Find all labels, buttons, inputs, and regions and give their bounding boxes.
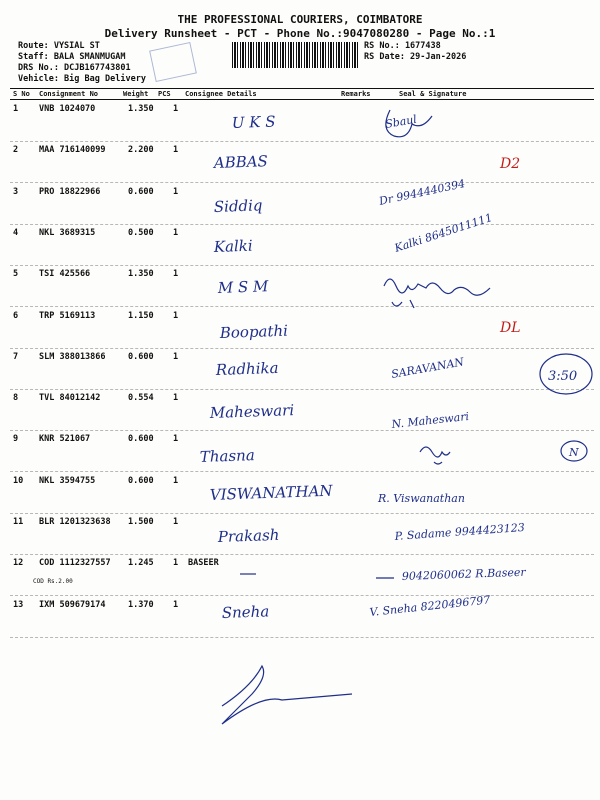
row-pcs: 1 bbox=[173, 145, 179, 156]
row-sno: 13 bbox=[13, 599, 24, 610]
time-annotation: 3:50 bbox=[548, 369, 578, 384]
row-pcs: 1 bbox=[173, 558, 179, 569]
handwritten-signature: SARAVANAN bbox=[390, 355, 465, 381]
row-pcs: 1 bbox=[173, 517, 179, 527]
handwritten-consignee: Kalki bbox=[213, 236, 253, 256]
handwritten-signature: P. Sadame 9944423123 bbox=[394, 520, 526, 543]
handwritten-signature: 9042060062 R.Baseer bbox=[401, 565, 526, 583]
row-weight: 1.150 bbox=[128, 310, 154, 321]
handwritten-consignee: Maheswari bbox=[209, 401, 295, 422]
row-consignee: BASEER bbox=[188, 558, 219, 569]
row-pcs: 1 bbox=[173, 599, 179, 610]
row-weight: 0.600 bbox=[128, 186, 154, 197]
row-pcs: 1 bbox=[173, 227, 179, 238]
row-pcs: 1 bbox=[173, 186, 179, 197]
col-remarks: Remarks bbox=[341, 90, 371, 98]
col-weight: Weight bbox=[123, 90, 149, 98]
row-sno: 4 bbox=[13, 227, 19, 238]
handwritten-consignee: U K S bbox=[231, 112, 276, 132]
row-sno: 9 bbox=[13, 434, 19, 445]
handwritten-consignee: Radhika bbox=[215, 358, 279, 379]
row-weight: 1.500 bbox=[128, 517, 154, 527]
rs-date: RS Date: 29-Jan-2026 bbox=[364, 52, 467, 62]
row-pcs: 1 bbox=[173, 434, 179, 445]
drs-label: DRS No.: DCJB167743801 bbox=[18, 63, 131, 73]
footer-signature bbox=[222, 666, 352, 724]
row-consignment-no: PRO 18822966 bbox=[39, 186, 101, 197]
row-consignment-no: TSI 425566 bbox=[39, 269, 91, 280]
row-pcs: 1 bbox=[173, 104, 179, 114]
handwritten-consignee: Boopathi bbox=[219, 321, 289, 342]
row-cod-amount: COD Rs.2.00 bbox=[33, 578, 73, 586]
handwritten-signature: Kalki 8645011111 bbox=[392, 210, 494, 255]
route-label: Route: VYSIAL ST bbox=[18, 41, 100, 51]
handwritten-consignee: Prakash bbox=[217, 525, 280, 546]
row-consignment-no: TVL 84012142 bbox=[39, 393, 101, 404]
row-sno: 2 bbox=[13, 145, 19, 156]
handwritten-consignee: Siddiq bbox=[213, 196, 263, 216]
row-weight: 2.200 bbox=[128, 145, 154, 156]
row-weight: 1.370 bbox=[128, 599, 154, 610]
col-seal-signature: Seal & Signature bbox=[399, 90, 467, 98]
circle-mark: N bbox=[569, 446, 579, 459]
row-sno: 10 bbox=[13, 475, 24, 486]
handwritten-consignee: ABBAS bbox=[213, 152, 269, 172]
row-pcs: 1 bbox=[173, 310, 179, 321]
runsheet-subtitle: Delivery Runsheet - PCT - Phone No.:9047080280 - Page No.:1 bbox=[104, 27, 496, 40]
row-consignment-no: NKL 3594755 bbox=[39, 475, 96, 486]
signature-scribble bbox=[420, 447, 450, 464]
company-title: THE PROFESSIONAL COURIERS, COIMBATORE bbox=[177, 13, 423, 26]
rs-number: RS No.: 1677438 bbox=[364, 41, 441, 51]
row-consignment-no: MAA 716140099 bbox=[39, 145, 106, 156]
row-sno: 7 bbox=[13, 351, 19, 362]
handwritten-consignee: Thasna bbox=[199, 446, 256, 466]
row-pcs: 1 bbox=[173, 475, 179, 486]
row-sno: 11 bbox=[13, 517, 24, 527]
row-pcs: 1 bbox=[173, 269, 179, 280]
col-consignee: Consignee Details bbox=[185, 90, 257, 98]
row-weight: 0.554 bbox=[128, 393, 154, 404]
row-consignment-no: SLM 388013866 bbox=[39, 351, 106, 362]
row-consignment-no: NKL 3689315 bbox=[39, 227, 96, 238]
row-weight: 0.600 bbox=[128, 475, 154, 486]
row-consignment-no: KNR 521067 bbox=[39, 434, 91, 445]
row-sno: 1 bbox=[13, 104, 19, 114]
handwritten-signature: Sbaul bbox=[384, 112, 418, 131]
col-sno: S No bbox=[13, 90, 30, 98]
row-weight: 1.245 bbox=[128, 558, 154, 569]
row-consignment-no: IXM 509679174 bbox=[39, 599, 106, 610]
vehicle-label: Vehicle: Big Bag Delivery bbox=[18, 74, 146, 84]
row-sno: 12 bbox=[13, 558, 24, 569]
row-weight: 1.350 bbox=[128, 104, 154, 114]
row-sno: 5 bbox=[13, 269, 19, 280]
row-pcs: 1 bbox=[173, 393, 179, 404]
handwritten-signature: Dr 9944440394 bbox=[377, 177, 467, 208]
row-consignment-no: COD 1112327557 bbox=[39, 558, 111, 569]
row-consignment-no: BLR 1201323638 bbox=[39, 517, 111, 527]
row-pcs: 1 bbox=[173, 351, 179, 362]
handwritten-consignee: M S M bbox=[217, 277, 269, 297]
row-weight: 0.500 bbox=[128, 227, 154, 238]
handwritten-signature: N. Maheswari bbox=[390, 409, 470, 431]
row-sno: 6 bbox=[13, 310, 19, 321]
red-delivery-mark: DL bbox=[500, 320, 521, 336]
handwritten-signature: V. Sneha 8220496797 bbox=[368, 593, 491, 619]
handwritten-signature: R. Viswanathan bbox=[378, 492, 465, 505]
row-weight: 1.350 bbox=[128, 269, 154, 280]
red-delivery-mark: D2 bbox=[500, 156, 521, 172]
signature-scribble bbox=[384, 279, 490, 308]
row-sno: 3 bbox=[13, 186, 19, 197]
col-pcs: PCS bbox=[158, 90, 171, 98]
row-weight: 0.600 bbox=[128, 434, 154, 445]
handwritten-consignee: VISWANATHAN bbox=[209, 481, 333, 504]
row-consignment-no: TRP 5169113 bbox=[39, 310, 96, 321]
row-consignment-no: VNB 1024070 bbox=[39, 104, 96, 114]
row-sno: 8 bbox=[13, 393, 19, 404]
staff-label: Staff: BALA SMANMUGAM bbox=[18, 52, 126, 62]
handwritten-consignee: Sneha bbox=[221, 602, 270, 622]
col-consignment: Consignment No bbox=[39, 90, 99, 98]
row-weight: 0.600 bbox=[128, 351, 154, 362]
